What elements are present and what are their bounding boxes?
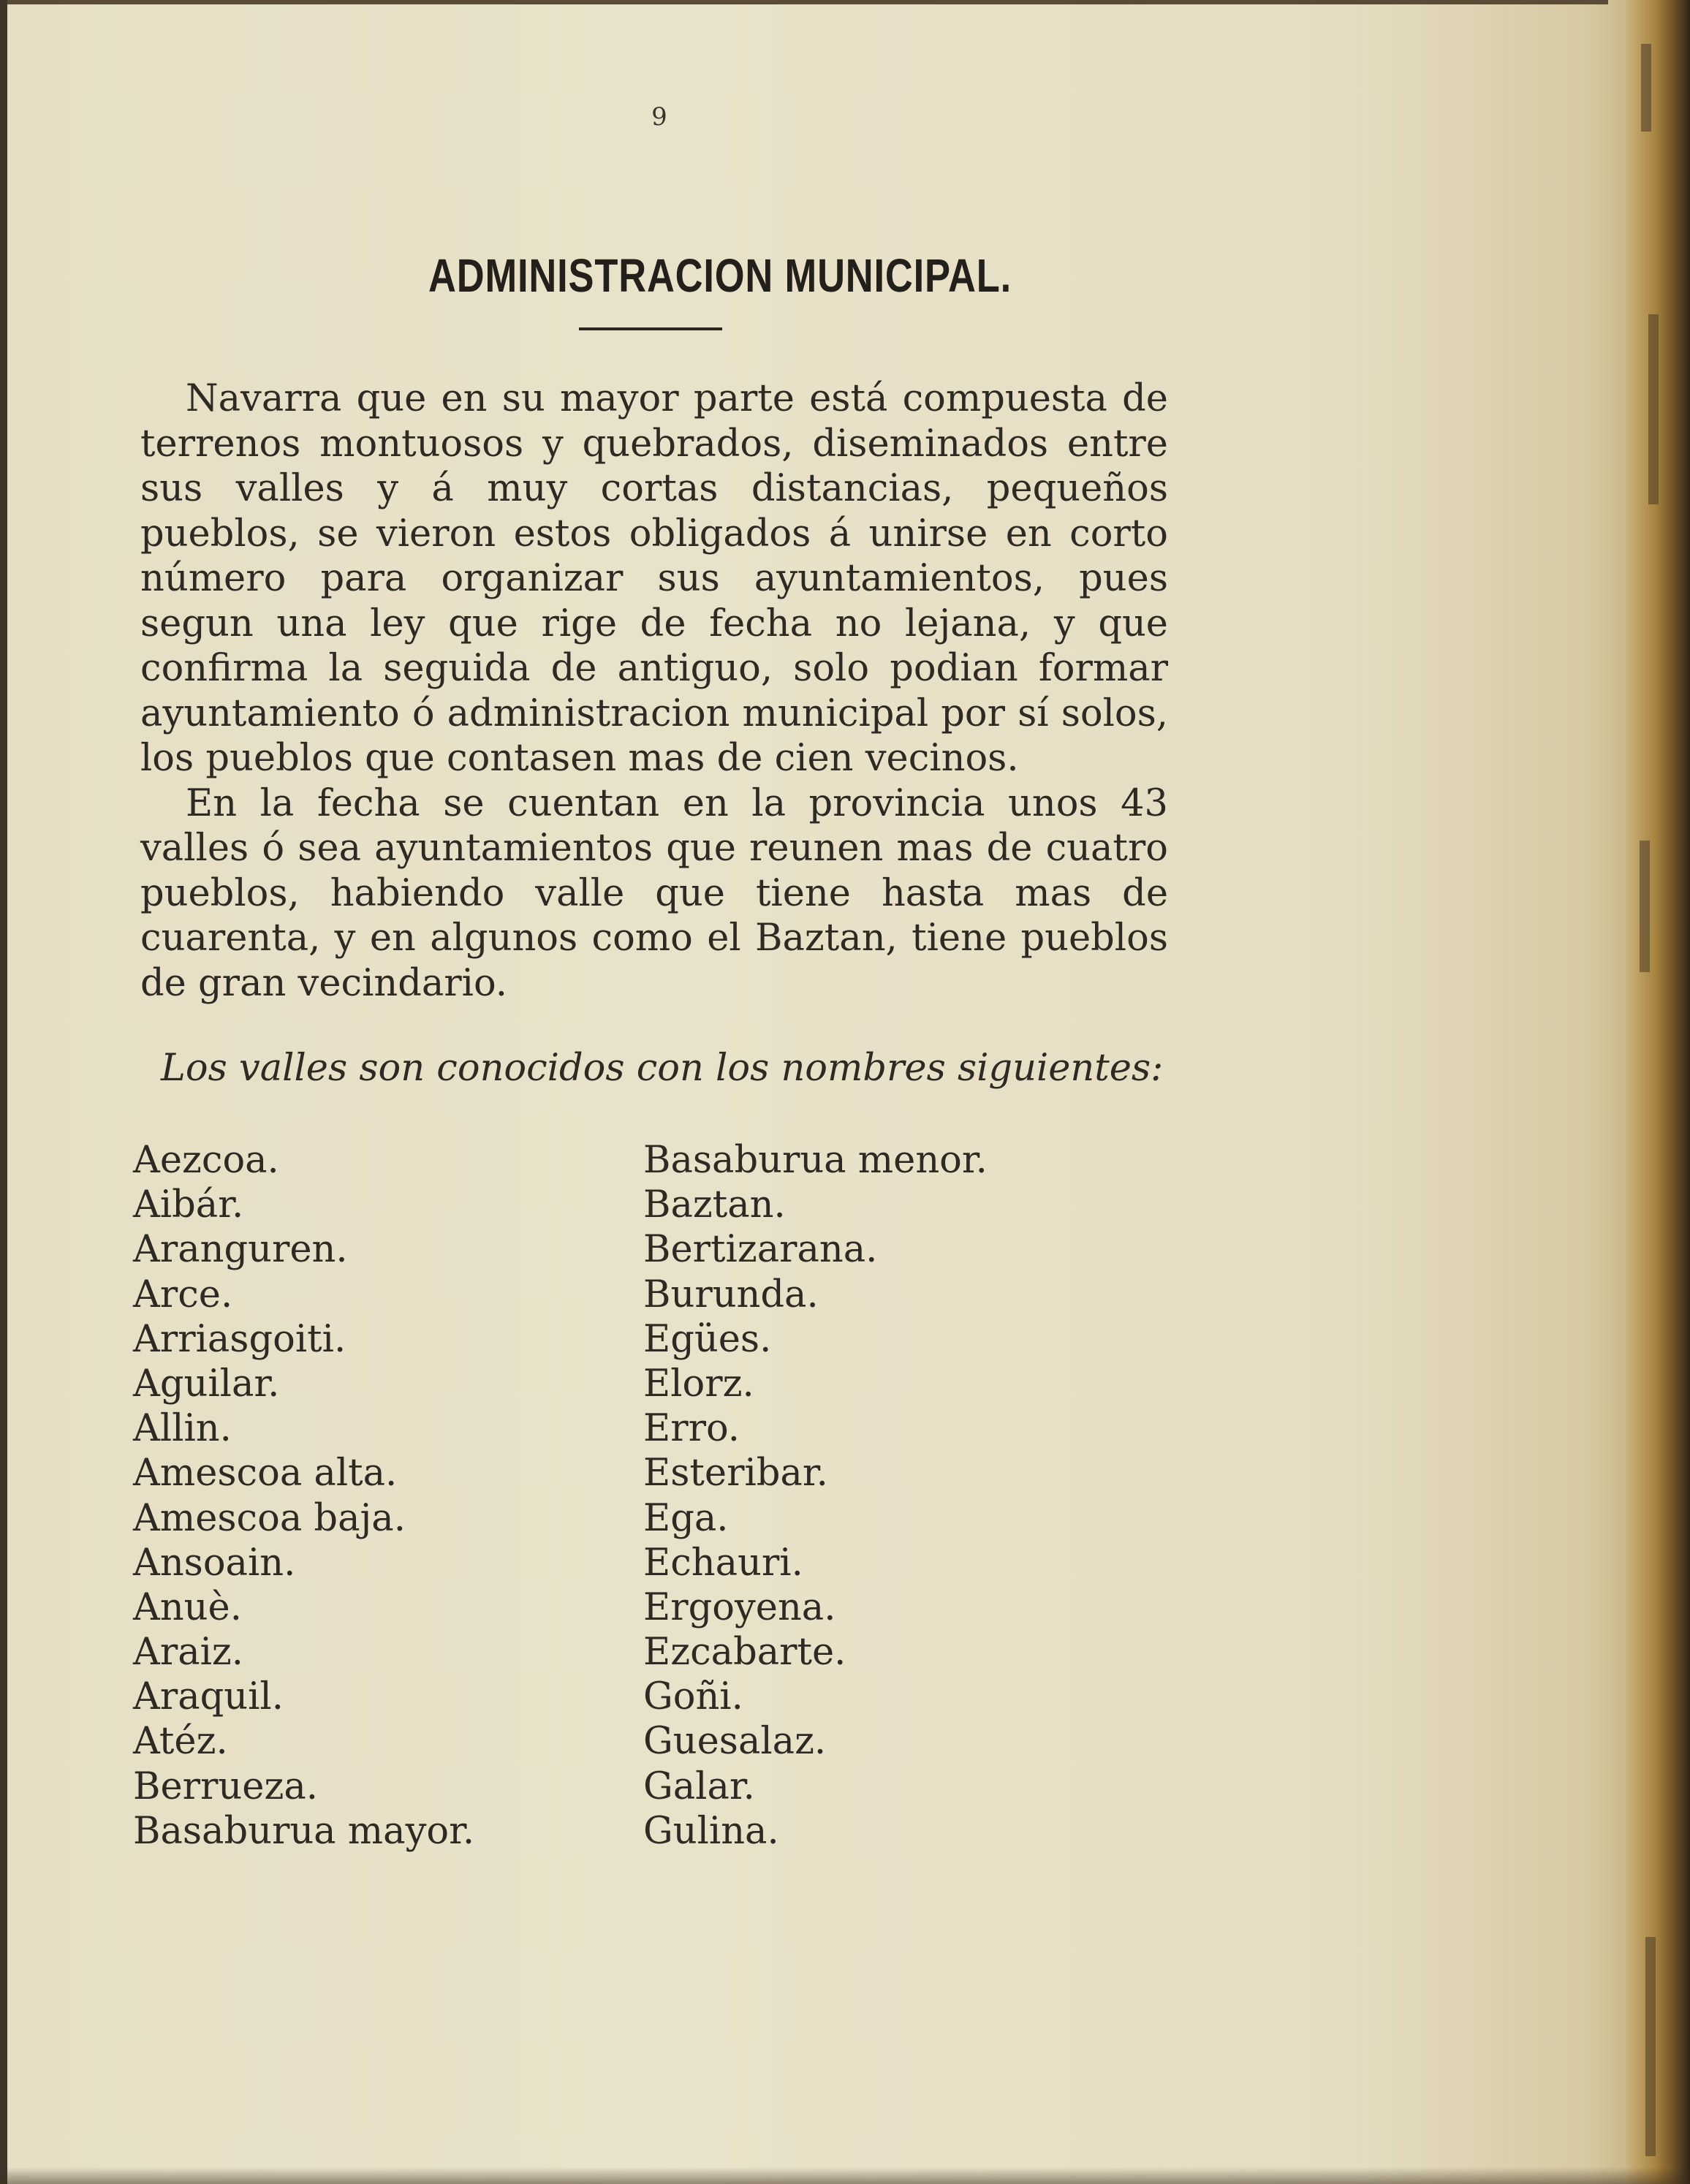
list-intro: Los valles son conocidos con los nombres siguientes: [161, 1047, 1164, 1090]
page-left-edge [0, 0, 7, 2184]
list-item: Bertizarana. [643, 1228, 878, 1272]
paper-stain [1640, 841, 1650, 972]
list-item: Araiz. [133, 1631, 244, 1675]
page-right-edge [1626, 0, 1690, 2184]
page-bottom-edge [0, 2167, 1690, 2184]
list-item: Aranguren. [133, 1228, 348, 1272]
paper-stain [1645, 1937, 1656, 2156]
list-item: Gulina. [643, 1809, 779, 1853]
list-item: Ansoain. [133, 1541, 296, 1585]
valles-list-right [643, 1138, 1155, 1854]
list-item: Arce. [133, 1273, 233, 1316]
list-item: Aguilar. [133, 1362, 280, 1406]
section-title: ADMINISTRACION MUNICIPAL. [428, 249, 1012, 302]
title-divider [579, 327, 722, 330]
list-item: Guesalaz. [643, 1720, 827, 1764]
page-number: 9 [651, 102, 667, 132]
list-item: Echauri. [643, 1541, 803, 1585]
list-item: Baztan. [643, 1183, 786, 1227]
list-item: Ezcabarte. [643, 1631, 846, 1675]
list-item: Galar. [643, 1764, 755, 1808]
list-item: Elorz. [643, 1362, 754, 1406]
list-item: Anuè. [133, 1585, 242, 1629]
page-top-edge [0, 0, 1608, 4]
paragraph: En la fecha se cuentan en la provincia unos 43 valles ó sea ayuntamientos que reunen mas de cuatro pueblos, habiendo valle que tiene hasta mas de cuarenta, y en algunos como el Baztan, tiene pueblos de gran vecindario. [140, 781, 1168, 1005]
paper-stain [1641, 44, 1651, 132]
list-item: Allin. [133, 1407, 232, 1451]
list-item: Esteribar. [643, 1452, 828, 1495]
list-item: Ega. [643, 1496, 729, 1540]
list-item: Araquil. [133, 1675, 284, 1719]
list-item: Aibár. [133, 1183, 244, 1227]
list-item: Atéz. [133, 1720, 228, 1764]
valles-list-left [133, 1138, 601, 1854]
paper-stain [1648, 314, 1659, 504]
list-item: Aezcoa. [133, 1139, 279, 1182]
list-item: Arriasgoiti. [133, 1317, 346, 1361]
list-item: Basaburua mayor. [133, 1809, 475, 1853]
list-item: Goñi. [643, 1675, 743, 1719]
list-item: Berrueza. [133, 1764, 318, 1808]
list-item: Ergoyena. [643, 1585, 836, 1629]
list-item: Amescoa alta. [133, 1452, 398, 1495]
list-item: Erro. [643, 1407, 740, 1451]
list-item: Burunda. [643, 1273, 819, 1316]
list-item: Amescoa baja. [133, 1496, 406, 1540]
list-item: Egües. [643, 1317, 772, 1361]
body-text [140, 376, 1168, 1006]
list-item: Basaburua menor. [643, 1139, 988, 1182]
paragraph: Navarra que en su mayor parte está compuesta de terrenos montuosos y quebrados, diseminados entre sus valles y á muy cortas distancias, pequeños pueblos, se vieron estos obligados á unirse en corto número para organizar sus ayuntamientos, pues segun una ley que rige de fecha no lejana, y que confirma la seguida de antiguo, solo podian formar ayuntamiento ó administracion municipal por sí solos, los pueblos que contasen mas de cien vecinos. [140, 377, 1168, 780]
